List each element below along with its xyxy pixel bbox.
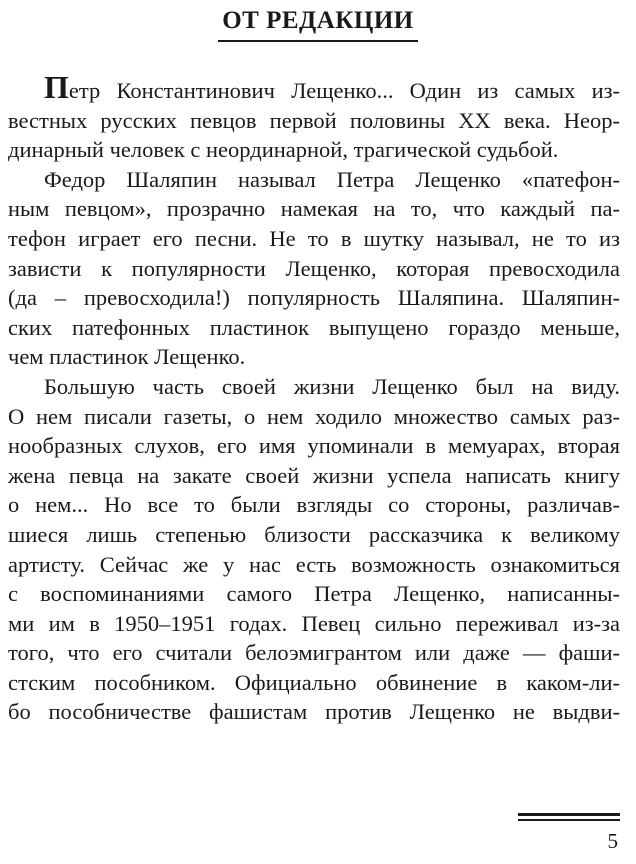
text-line [8, 135, 620, 165]
footer-rule-thin [518, 819, 620, 821]
text-line-content: жена певца на закате своей жизни успела написать книгу [8, 462, 620, 488]
drop-cap: П [44, 69, 69, 105]
text-line-content: О нем писали газеты, о нем ходило множество самых раз- [8, 403, 620, 429]
heading-container [0, 4, 636, 42]
text-line-content: ным певцом», прозрачно намекая на то, что каждый па- [8, 196, 620, 222]
text-line [8, 194, 620, 224]
text-line [8, 668, 620, 698]
text-line-content: нообразных слухов, его имя упоминали в мемуарах, вторая [8, 433, 620, 459]
text-line-content: о нем... Но все то были взгляды со стороны, различав- [8, 492, 620, 518]
body-text [8, 69, 620, 727]
text-line-content: ских патефонных пластинок выпущено гораздо меньше, [8, 314, 620, 340]
text-line [8, 609, 620, 639]
text-line-content: чем пластинок Лещенко. [8, 344, 246, 370]
text-line-content: артисту. Сейчас же у нас есть возможность ознакомиться [8, 551, 620, 577]
text-line [8, 461, 620, 491]
section-heading: ОТ РЕДАКЦИИ [218, 4, 418, 42]
text-line-content: стским пособником. Официально обвинение в каком-ли- [8, 669, 620, 695]
text-line-content: тефон играет его песни. Не то в шутку называл, не то из [8, 225, 620, 251]
text-line-content: вестных русских певцов первой половины XX века. Неор- [8, 107, 620, 133]
text-line-content: (да – превосходила!) популярность Шаляпина. Шаляпин- [8, 285, 620, 311]
text-line [8, 313, 620, 343]
text-line [8, 283, 620, 313]
text-line [8, 402, 620, 432]
footer-rule-thick [518, 813, 620, 816]
text-line [8, 254, 620, 284]
text-line-content: Большую часть своей жизни Лещенко был на виду. [44, 373, 620, 399]
text-line-content: того, что его считали белоэмигрантом или даже — фаши- [8, 640, 620, 666]
text-line-content: зависти к популярности Лещенко, которая превосходила [8, 255, 620, 281]
text-line [8, 342, 620, 372]
text-line [8, 520, 620, 550]
page-number: 5 [607, 829, 618, 853]
text-line-content: с воспоминаниями самого Петра Лещенко, написанны- [8, 581, 620, 607]
text-line [8, 224, 620, 254]
text-line [8, 106, 620, 136]
text-line [8, 69, 620, 106]
text-line [8, 697, 620, 727]
text-line [8, 638, 620, 668]
text-line-content: Федор Шаляпин называл Петра Лещенко «патефон- [44, 166, 620, 192]
text-line-content: бо пособничестве фашистам против Лещенко не выдви- [8, 699, 620, 725]
text-line-content: шиеся лишь степенью близости рассказчика к великому [8, 521, 620, 547]
text-line-content: ми им в 1950–1951 годах. Певец сильно переживал из-за [8, 610, 620, 636]
text-line [8, 579, 620, 609]
text-line-content: етр Константинович Лещенко... Один из самых из- [68, 78, 620, 103]
text-line [8, 550, 620, 580]
text-line [8, 165, 620, 195]
text-line [8, 372, 620, 402]
text-line [8, 490, 620, 520]
text-line [8, 431, 620, 461]
text-line-content: динарный человек с неординарной, трагической судьбой. [8, 137, 559, 163]
